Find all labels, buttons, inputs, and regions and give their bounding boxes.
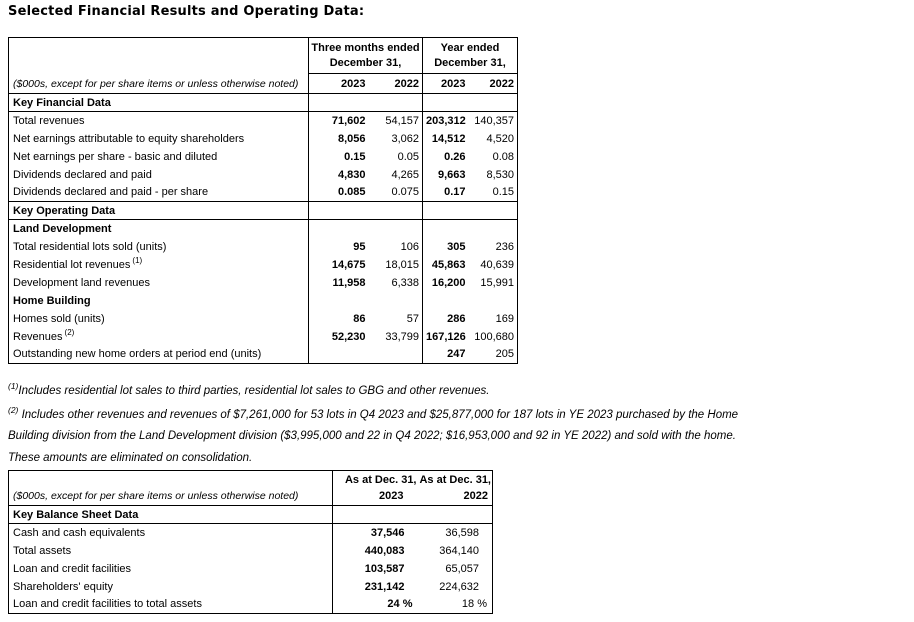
cell-value: 0.15 <box>492 186 515 199</box>
cell-value: 8,530 <box>486 168 515 181</box>
table-row <box>9 596 493 614</box>
table-row <box>9 310 518 328</box>
cell-value: 54,157 <box>369 112 423 130</box>
cell-value: 4,830 <box>337 168 366 181</box>
footnote-ref: (1) <box>132 255 143 265</box>
footnote-marker: (1) <box>8 381 19 392</box>
row-label: Total revenues <box>9 112 309 130</box>
cell-value: 169 <box>495 312 515 325</box>
cell-value <box>469 220 518 238</box>
row-label: Homes sold (units) <box>9 310 309 328</box>
cell-value <box>309 346 369 364</box>
cell-value <box>333 506 418 524</box>
cell-value: 106 <box>369 238 423 256</box>
cell-value: 364,140 <box>439 544 479 557</box>
footnote-marker: (2) <box>8 404 19 415</box>
as-at-header: As at Dec. 31, <box>419 474 491 487</box>
year-header: 2022 <box>418 488 493 506</box>
group-label-line: Year ended <box>440 42 500 54</box>
row-label: Net earnings attributable to equity shareholders <box>9 130 309 148</box>
cell-value: 4,265 <box>369 166 423 184</box>
subsection-row <box>9 220 518 238</box>
cell-value: 305 <box>447 240 466 253</box>
col-group-year-ended <box>423 38 518 74</box>
row-label: Cash and cash equivalents <box>9 524 333 542</box>
row-label: Loan and credit facilities <box>9 560 333 578</box>
footnotes <box>8 381 770 471</box>
col-group-three-months-ended <box>309 38 423 74</box>
row-label: Shareholders' equity <box>9 578 333 596</box>
cell-value: 4,520 <box>486 132 515 145</box>
cell-value: 203,312 <box>426 114 466 127</box>
footnote-1 <box>8 381 770 403</box>
page-title: Selected Financial Results and Operating Data: <box>8 4 365 19</box>
cell-value <box>469 292 518 310</box>
table-row <box>9 346 518 364</box>
cell-value: 0.26 <box>444 150 466 163</box>
cell-value <box>309 202 369 220</box>
cell-value: 0.15 <box>344 150 366 163</box>
table-row <box>9 148 518 166</box>
footnote-2 <box>8 405 770 470</box>
cell-value <box>369 346 423 364</box>
section-row <box>9 202 518 220</box>
row-label: Dividends declared and paid <box>9 166 309 184</box>
row-label: Home Building <box>9 292 309 310</box>
cell-value: 14,675 <box>331 258 366 271</box>
units-note: ($000s, except for per share items or unless otherwise noted) <box>9 471 333 506</box>
row-label: Residential lot revenues $^{(1)}$ <box>9 256 309 274</box>
cell-value <box>469 202 518 220</box>
table-row <box>9 274 518 292</box>
table-row <box>9 130 518 148</box>
table-row <box>9 238 518 256</box>
cell-value: 33,799 <box>369 328 423 346</box>
row-label: Net earnings per share - basic and diluted <box>9 148 309 166</box>
cell-value: 18,015 <box>369 256 423 274</box>
group-label-line: December 31, <box>434 57 506 69</box>
table-row <box>9 328 518 346</box>
row-label: Key Balance Sheet Data <box>9 506 333 524</box>
cell-value: 100,680 <box>474 330 515 343</box>
cell-value: 247 <box>447 348 466 361</box>
cell-value: 6,338 <box>369 274 423 292</box>
cell-value: 86 <box>353 312 366 325</box>
row-label: Development land revenues <box>9 274 309 292</box>
cell-value: 0.05 <box>369 148 423 166</box>
cell-value: 65,057 <box>445 562 479 575</box>
cell-value: 0.17 <box>444 186 466 199</box>
table-row <box>9 542 493 560</box>
cell-value: 3,062 <box>369 130 423 148</box>
cell-value <box>423 202 469 220</box>
year-header: 2023 <box>309 74 369 94</box>
cell-value: 95 <box>353 240 366 253</box>
cell-value <box>423 292 469 310</box>
group-label-line: Three months ended <box>311 42 420 54</box>
section-row <box>9 506 493 524</box>
year-header: 2023 <box>423 74 469 94</box>
cell-value: 15,991 <box>480 276 515 289</box>
cell-value: 8,056 <box>337 132 366 145</box>
table-row <box>9 560 493 578</box>
cell-value <box>423 220 469 238</box>
cell-value <box>309 94 369 112</box>
cell-value: 57 <box>369 310 423 328</box>
section-row <box>9 94 518 112</box>
cell-value: 167,126 <box>426 330 466 343</box>
cell-value <box>423 94 469 112</box>
cell-value <box>369 202 423 220</box>
cell-value <box>469 94 518 112</box>
units-note: ($000s, except for per share items or unless otherwise noted) <box>9 38 309 94</box>
cell-value: 224,632 <box>439 580 479 593</box>
table-row <box>9 112 518 130</box>
cell-value: 140,357 <box>474 114 515 127</box>
row-label: Total residential lots sold (units) <box>9 238 309 256</box>
row-label: Key Financial Data <box>9 94 309 112</box>
cell-value: 440,083 <box>364 544 405 557</box>
cell-value: 24 % <box>387 598 413 611</box>
group-label-line: December 31, <box>329 57 402 69</box>
cell-value: 0.075 <box>369 184 423 202</box>
cell-value <box>309 220 369 238</box>
cell-value: 286 <box>447 312 466 325</box>
cell-value: 36,598 <box>445 526 479 539</box>
cell-value <box>369 220 423 238</box>
cell-value <box>369 94 423 112</box>
table-row <box>9 184 518 202</box>
table-row <box>9 166 518 184</box>
group-header-row <box>9 38 518 74</box>
cell-value: 11,958 <box>332 276 366 289</box>
row-label: Loan and credit facilities to total assets <box>9 596 333 614</box>
row-label: Outstanding new home orders at period end (units) <box>9 346 309 364</box>
row-label: Total assets <box>9 542 333 560</box>
row-label: Key Operating Data <box>9 202 309 220</box>
cell-value <box>309 292 369 310</box>
footnote-text: Includes other revenues and revenues of $7,261,000 for 53 lots in Q4 2023 and $25,877,000 for 187 lots in YE 2023 purchased by the Home Building division from the Land Development division ($3,995,000 and 22 in Q4 2022; $16,953,000 and 92 in YE 2022) and sold with the home. These amounts are eliminated on consolidation. <box>8 408 739 464</box>
cell-value: 103,587 <box>364 562 405 575</box>
cell-value: 231,142 <box>364 580 405 593</box>
footnote-ref: (2) <box>64 327 75 337</box>
footnote-text: Includes residential lot sales to third parties, residential lot sales to GBG and other revenues. <box>18 385 490 397</box>
row-label: Land Development <box>9 220 309 238</box>
cell-value: 205 <box>495 348 515 361</box>
cell-value: 45,863 <box>431 258 466 271</box>
cell-value <box>369 292 423 310</box>
year-header: 2022 <box>369 74 423 94</box>
cell-value: 9,663 <box>437 168 466 181</box>
cell-value: 16,200 <box>431 276 466 289</box>
table-row <box>9 578 493 596</box>
as-at-header: As at Dec. 31, <box>344 474 417 487</box>
financial-results-table <box>8 37 518 364</box>
row-label: Dividends declared and paid - per share <box>9 184 309 202</box>
cell-value: 0.08 <box>492 150 515 163</box>
cell-value: 37,546 <box>370 526 405 539</box>
table-row <box>9 524 493 542</box>
row-label: Revenues $^{(2)}$ <box>9 328 309 346</box>
table-row <box>9 256 518 274</box>
year-header: 2023 <box>333 488 418 506</box>
cell-value: 14,512 <box>431 132 466 145</box>
date-header-row <box>9 471 493 488</box>
balance-sheet-table <box>8 470 493 614</box>
year-header: 2022 <box>469 74 518 94</box>
cell-value: 0.085 <box>337 186 366 199</box>
cell-value: 40,639 <box>480 258 515 271</box>
cell-value: 236 <box>495 240 515 253</box>
cell-value: 18 % <box>461 598 487 611</box>
cell-value <box>418 506 493 524</box>
cell-value: 52,230 <box>331 330 366 343</box>
cell-value: 71,602 <box>331 114 366 127</box>
subsection-row <box>9 292 518 310</box>
